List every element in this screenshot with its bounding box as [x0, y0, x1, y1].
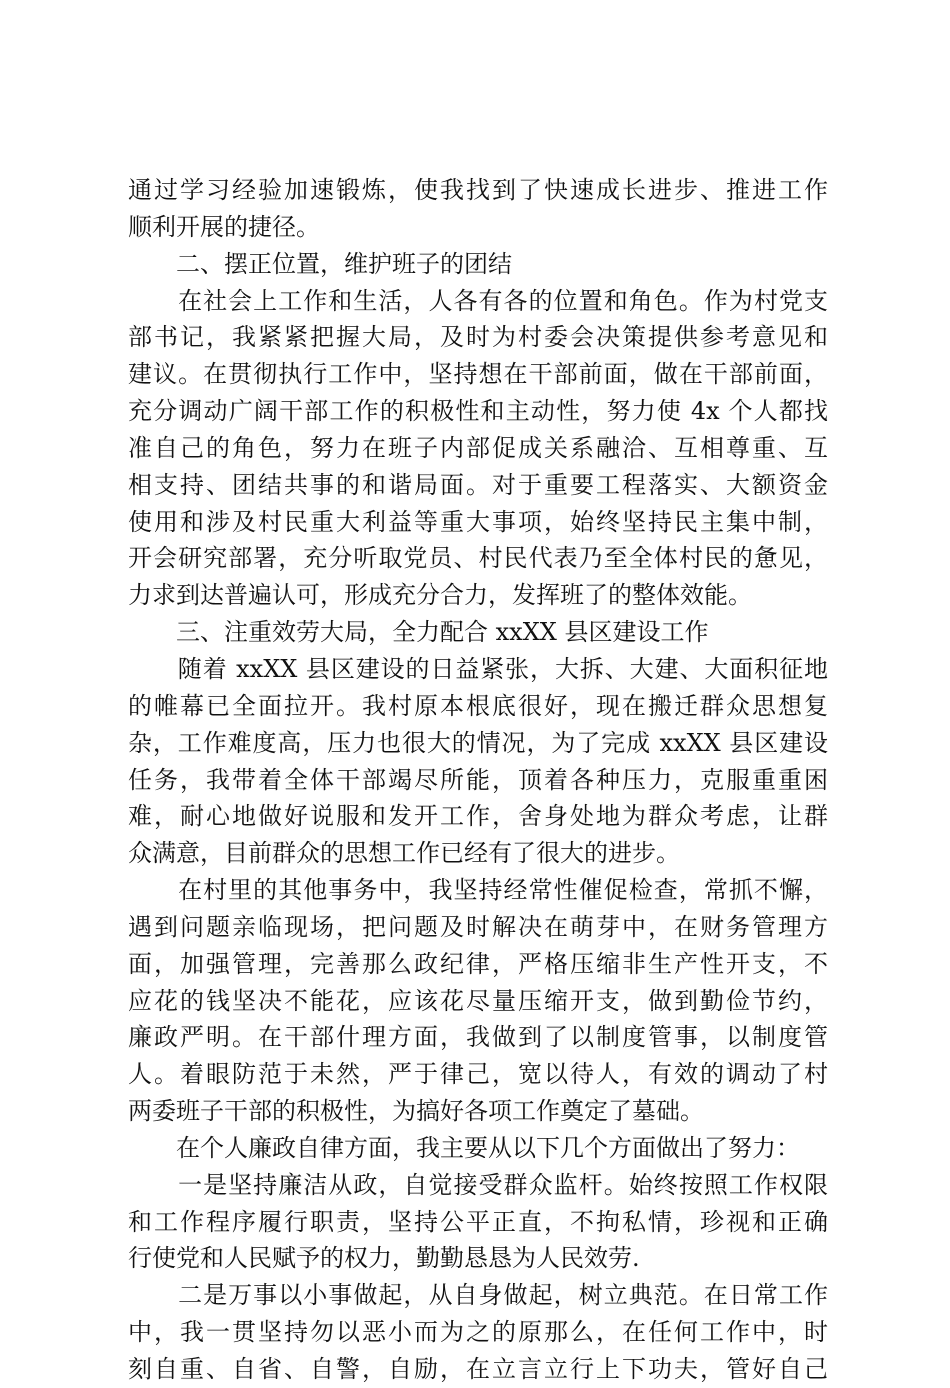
- text-line: 在个人廉政自律方面，我主要从以下几个方面做出了努力：: [128, 1133, 800, 1162]
- text-line: 一是坚持廉洁从政，自觉接受群众监杆。始终按照工作权限: [128, 1170, 828, 1199]
- text-line: 两委班子干部的积极性，为搞好各项工作奠定了墓础。: [128, 1097, 704, 1126]
- text-line: 在村里的其他事务中，我坚持经常性催促检查，常抓不懈，: [128, 876, 828, 905]
- text-line: 难，耐心地做好说服和发开工作，舍身处地为群众考虑，让群: [128, 802, 828, 831]
- text-line: 顺利开展的捷径。: [128, 212, 320, 241]
- text-line: 众满意，目前群众的思想工作已经有了很大的进步。: [128, 839, 680, 868]
- text-line: 二是万事以小事做起，从自身做起，树立典范。在日常工作: [128, 1281, 828, 1310]
- text-line: 在社会上工作和生活，人各有各的位置和角色。作为村党支: [128, 286, 828, 315]
- text-line: 刻自重、自省、自警，自励，在立言立行上下功夫，管好自己: [128, 1355, 828, 1383]
- text-line: 和工作程序履行职责，坚持公平正直，不拘私情，珍视和正确: [128, 1207, 828, 1236]
- text-line: 随着 xxXX 县区建设的日益紧张，大拆、大建、大面积征地: [128, 654, 828, 683]
- text-line: 相支持、团结共事的和谐局面。对于重要工程落实、大额资金: [128, 470, 828, 499]
- text-line: 准自己的角色，努力在班子内部促成关系融洽、互相尊重、互: [128, 433, 828, 462]
- text-line: 力求到达普遍认可，形成充分合力，发挥班了的整体效能。: [128, 581, 752, 610]
- text-line: 面，加强管理，完善那么政纪律，严格压缩非生产性开支，不: [128, 949, 828, 978]
- section-heading: 三、注重效劳大局，全力配合 xxXX 县区建设工作: [128, 618, 709, 647]
- section-heading: 二、摆正位置，维护班子的团结: [128, 249, 512, 278]
- text-line: 建议。在贯彻执行工作中，坚持想在干部前面，做在干部前面，: [128, 360, 828, 389]
- text-line: 通过学习经验加速锻炼，使我找到了快速成长进步、推进工作: [128, 176, 828, 204]
- text-line: 开会研究部署，充分听取党员、村民代表乃至全体村民的惫见，: [128, 544, 828, 573]
- text-line: 中，我一贯坚持勿以恶小而为之的原那么，在任何工作中，时: [128, 1318, 828, 1347]
- text-line: 遇到问题亲临现场，把问题及时解决在萌芽中，在财务管理方: [128, 912, 828, 941]
- text-line: 使用和涉及村民重大利益等重大事项，始终坚持民主集中制，: [128, 507, 828, 536]
- text-line: 任务，我带着全体干部竭尽所能，顶着各种压力，克服重重困: [128, 765, 828, 794]
- text-line: 行使党和人民赋予的权力，勤勤恳恳为人民效劳.: [128, 1244, 640, 1273]
- text-line: 充分调动广阔干部工作的积极性和主动性，努力使 4x 个人都找: [128, 397, 828, 426]
- text-line: 部书记，我紧紧把握大局，及时为村委会决策提供参考意见和: [128, 323, 828, 352]
- text-line: 人。着眼防范于未然，严于律己，宽以待人，有效的调动了村: [128, 1060, 828, 1089]
- text-line: 廉政严明。在干部什理方面，我做到了以制度管事，以制度管: [128, 1023, 828, 1052]
- text-line: 应花的钱坚决不能花，应该花尽量压缩开支，做到勤俭节约，: [128, 986, 828, 1015]
- text-line: 的帷幕已全面拉开。我村原本根底很好，现在搬迁群众思想复: [128, 691, 828, 720]
- text-line: 杂，工作难度高，压力也很大的情况，为了完成 xxXX 县区建设: [128, 728, 828, 757]
- document-body: [128, 172, 828, 1388]
